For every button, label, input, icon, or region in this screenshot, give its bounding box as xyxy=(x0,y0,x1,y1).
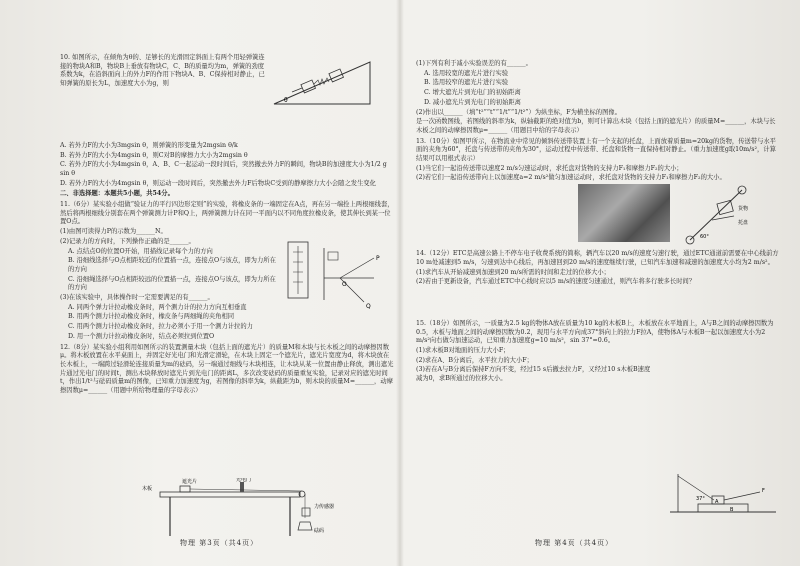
label-b: B xyxy=(730,507,734,513)
q12-part2-cont: 是一次函数图线，若图线的斜率为k，纵轴截距的绝对值为b，则可计算出木块（包括上面的遮光片）的质量M=______，木块与长木板之间的动摩擦因数μ=______（用题目中给的字母表示） xyxy=(416,118,776,134)
q11-p2-option-a: A. 点结点O的位置O开始，用描线记录每个力的方向 xyxy=(68,247,213,255)
q15-stem: 15.（18分）如图所示，一质量为2.5 kg的物体A放在质量为10 kg的木板B上，木板放在水平地面上，A与B之间的动摩擦因数为0.5，木板与地面之间的动摩擦因数为0.2，现用与水平方向成37°斜向上的拉力F拉A，使物体A与木板B一起以加速度大小为2 m/s²向右做匀加速运动，已知重力加速度g=10 m/s²，sin 37°=0.6。 xyxy=(416,319,774,345)
q13-part1: (1)当它们一起沿传送带以速度2 m/s匀速运动时，求托盘对货物的支持力F₁和摩擦力F₂的大小； xyxy=(416,164,683,172)
q15-incline-force-figure xyxy=(668,470,778,520)
theta-label: θ xyxy=(284,97,288,104)
q15-part1: (1)求木板B对地面的压力大小F； xyxy=(416,347,510,355)
section-2-heading: 二、非选择题：本题共5小题，共54分。 xyxy=(60,190,174,198)
q11-p3-option-b: B. 用两个测力计拉动橡皮条时，橡皮条与两细绳的夹角相同 xyxy=(68,313,235,321)
q12-part2: (2)作出以______（填“t²”“t”“1/t”“1/t²”）为纵坐标，F为横坐标的图像。 xyxy=(416,108,621,116)
label-p: P xyxy=(376,255,380,262)
q11-p3-option-c: C. 用两个测力计拉动橡皮条时，拉力必须小于用一个测力计拉的力 xyxy=(68,323,253,331)
q11-p2-option-b: B. 沿细线选择与O点相距较近的位置描一点，连接点O与该点，即为力所在的方向 xyxy=(68,257,276,273)
label-weights: 砝码 xyxy=(314,528,325,534)
q11-spring-scale-figure xyxy=(284,238,384,310)
q12-p1-option-a: A. 选用较宽的遮光片进行实验 xyxy=(424,69,509,77)
q14-part2: (2)若由于更新设备，汽车通过ETC中心线时应以5 m/s的速度匀速通过，则汽车将多行驶多长时间？ xyxy=(416,278,696,286)
q13-stem: 13.（10分）如图甲所示，在物流业中常见的倾斜传送带装置上有一个支起的托盘，上面放着质量m=20kg的货物，传送带与水平面的夹角为60°，托盘与传送带的夹角为30°，运动过程中传送带、托盘和货物一直保持相对静止。（重力加速度g取10m/s²，计算结果可以用根式表示） xyxy=(416,137,776,163)
label-60deg: 60° xyxy=(700,234,709,240)
label-goods: 货物 xyxy=(738,206,749,212)
q10-option-c: C. 若外力F的大小为4mgsin θ，A、B、C一起运动一段时间后，突然撤去外力F的瞬间，物块B的加速度大小为1/2 g sin θ xyxy=(60,161,387,177)
label-q: Q xyxy=(366,303,371,310)
q15-part3: (3)若在A与B分离后保持F方向不变，经过15 s后撤去拉力F，又经过10 s木板B速度减为0，求B所通过的位移大小。 xyxy=(416,366,651,383)
q12-part1: (1)下列有利于减小实验误差的有______。 xyxy=(416,60,532,67)
q10-option-b: B. 若外力F的大小为4mgsin θ，则C对B的摩擦力大小为2mgsin θ xyxy=(60,151,248,159)
q14-part1: (1)求汽车从开始减速到加速到20 m/s所需的时间和走过的位移大小； xyxy=(416,268,610,276)
q11-p2-option-c: C. 沿细绳选择与O点相距较远的位置描一点，连接点O与该点，即为力所在的方向 xyxy=(68,275,276,292)
page-4 xyxy=(400,0,800,566)
q12-p1-option-b: B. 选用较窄的遮光片进行实验 xyxy=(424,79,509,87)
q11-p3-option-d: D. 用一个测力计拉动橡皮条时，结点必须拉到位置O xyxy=(68,332,215,340)
page-3-footer: 物理 第3页（共4页） xyxy=(180,539,259,547)
q11-part1: (1)由图可读得力P的示数为______N。 xyxy=(60,228,167,236)
label-shade: 遮光片 xyxy=(182,479,198,485)
q11-p3-option-a: A. 同两个弹力计拉动橡皮条时，两个测力计的拉力方向互相垂直 xyxy=(68,303,247,311)
q12-p1-option-d: D. 减小遮光片到光电门的初始距离 xyxy=(424,98,521,106)
label-board: 木板 xyxy=(142,486,153,492)
q11-part2: (2)记录力的方向时，下列操作正确的是______。 xyxy=(60,237,195,245)
q14-stem: 14.（12分）ETC是高速公路上不停车电子收费系统的简称，辆汽车以20 m/s的速度匀速行驶，通过ETC通道前需要在中心线前方10 m处减速到5 m/s，匀速到达中心线后，再加速回到20 m/s的速度继续行驶，已知汽车加速和减速的加速度大小均为2 m/s²。 xyxy=(416,250,779,266)
q15-part2: (2)求在A、B分离后，水平拉力的大小F； xyxy=(416,356,533,364)
label-force-sensor: 力传感器 xyxy=(314,504,335,510)
q12-stem: 12.（8分）某实验小组利用如图所示的装置测量木块（包括上面的遮光片）的质量M和木块与长木板之间的动摩擦因数μ。将木板放置在水平桌面上，并固定好光电门和光滑定滑轮，在木块上固定一个遮光片，遮光片宽度为d，将木块放在长木板上，一端跨过轻滑轮连接质量为m的砝码，另一端通过细线与木块相连，让木块从某一位置由静止释放，测出遮光片通过光电门的时间t，测出木块释放时遮光片到光电门的距离L，多次改变砝码的质量重复实验，记录对应的遮光时间t，作出1/t²与砝码质量m的图像，已知重力加速度为g，若图像的斜率为k，纵截距为b，则木块的质量M=______，动摩擦因数μ=______（用题中所给物理量的字母表示） xyxy=(60,343,394,395)
label-tray: 托盘 xyxy=(738,220,749,226)
page-4-footer: 物理 第4页（共4页） xyxy=(535,539,614,547)
q11-stem: 11.（6分）某实验小组做“验证力的平行四边形定则”的实验，将橡皮条的一端固定在A点，再在另一端拴上两根细线套，然后将两根细线分别套在两个弹簧测力计P和Q上，两弹簧测力计在同一平面内以不同角度拉橡皮条，使其伸长到某一位置O点。 xyxy=(60,201,394,226)
q13-conveyor-diagram xyxy=(682,184,762,246)
q12-p1-option-c: C. 增大遮光片到光电门的初始距离 xyxy=(424,89,521,97)
label-o: O xyxy=(342,281,347,288)
label-a: A xyxy=(715,499,719,505)
q12-apparatus-figure xyxy=(140,478,340,538)
q11-part3: (3)在该实验中，具体操作时一定需要满足的有______。 xyxy=(60,294,214,302)
label-f: F xyxy=(762,488,765,494)
q13-conveyor-photo xyxy=(578,184,670,242)
q10-stem: 10. 如图所示，在倾角为θ的、足够长的光滑固定斜面上有两个用轻弹簧连接的物块A和B，物块B上垂放有物块C，C、B的质量均为m，弹簧的劲度系数为k，在沿斜面向上的外力F的作用下物块A、B、C保持相对静止，已知弹簧的原长为L，加速度大小为g，则 xyxy=(60,54,265,88)
label-photogate: 光电门 xyxy=(236,478,252,483)
q10-option-a: A. 若外力F的大小为3mgsin θ，则弹簧的形变量为2mgsin θ/k xyxy=(60,141,238,149)
q10-option-d: D. 若外力F的大小为4mgsin θ，则运动一段时间后，突然撤去外力F后物块C受到的静摩擦力大小会随之发生变化 xyxy=(60,179,376,187)
q13-part2: (2)若它们一起沿传送带向上以加速度a=2 m/s²做匀加速运动时，求托盘对货物的支持力F₁和摩擦力F₂的大小。 xyxy=(416,174,726,182)
label-37deg: 37° xyxy=(696,496,705,502)
q10-incline-figure xyxy=(272,58,372,108)
